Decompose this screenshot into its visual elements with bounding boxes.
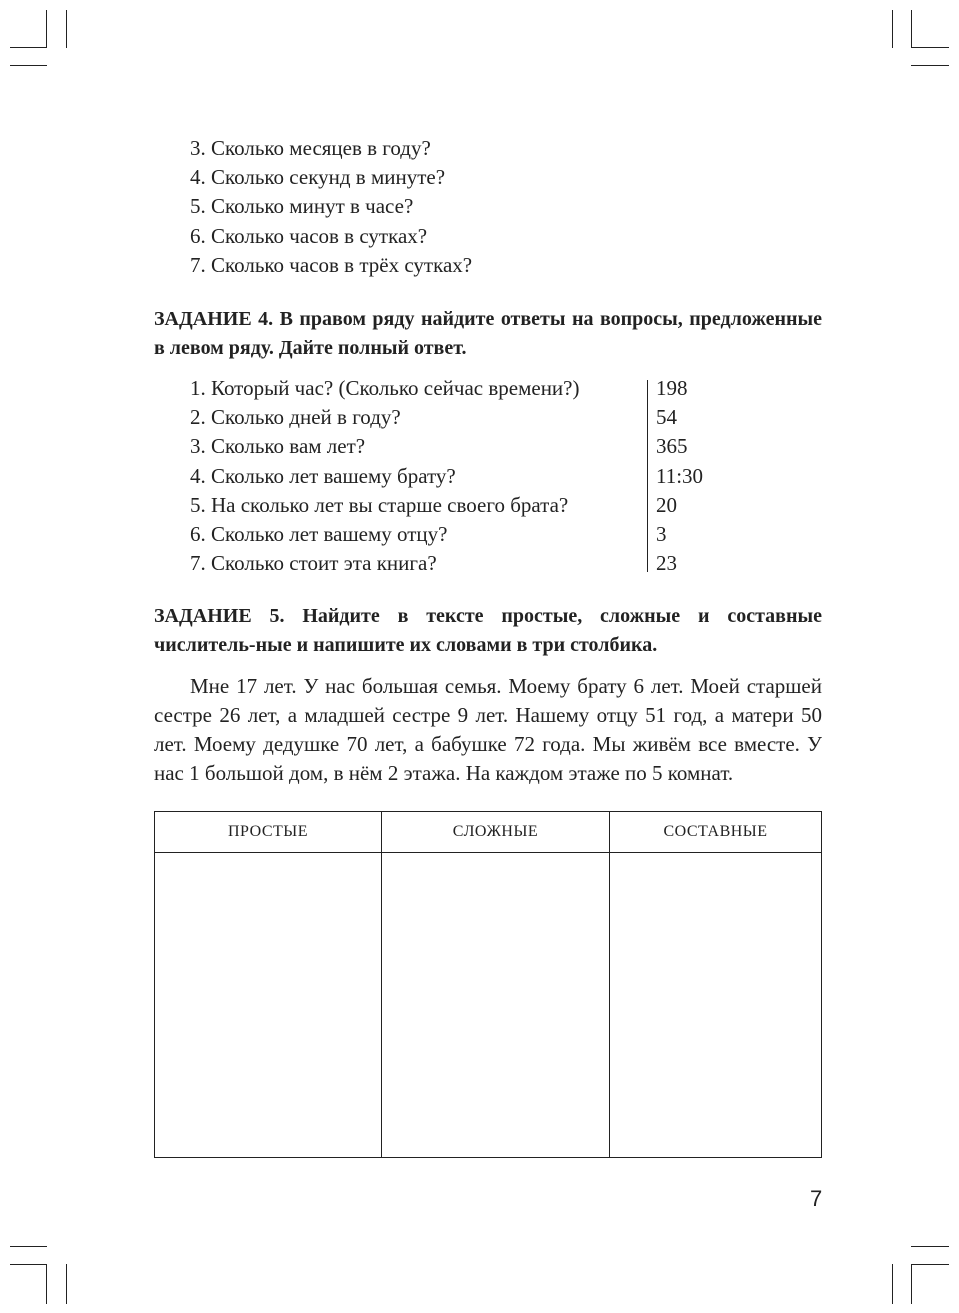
list-item: 6. Сколько часов в сутках? — [190, 223, 428, 248]
column-header-simple: ПРОСТЫЕ — [155, 812, 382, 853]
list-item: 3. Сколько месяцев в году? — [190, 136, 431, 160]
question: 2. Сколько дней в году? — [190, 405, 401, 430]
answer: 20 — [656, 492, 677, 517]
list-item: 7. Сколько часов в трёх сутках? — [190, 252, 473, 277]
question: 5. На сколько лет вы старше своего брата? — [190, 492, 569, 517]
question: 3. Сколько вам лет? — [190, 434, 366, 459]
question: 4. Сколько лет вашему брату? — [190, 463, 456, 488]
page-number: 7 — [810, 1186, 823, 1211]
question: 1. Который час? (Сколько сейчас времени?) — [190, 376, 580, 400]
task5-text: Мне 17 лет. У нас большая семья. Моему брату 6 лет. Моей старшей сестре 26 лет, а младшей сестре 9 лет. Нашему отцу 51 год, а матери 50 лет. Моему дедушке 70 лет, а бабушке 72 года. Мы живём все вместе. У нас 1 большой дом, в нём 2 этажа. На каждом этаже по 5 комнат. — [154, 674, 822, 785]
answer-table — [154, 811, 822, 1158]
task4-matching — [154, 374, 822, 578]
column-header-compound: СОСТАВНЫЕ — [610, 812, 822, 853]
task5-title: ЗАДАНИЕ 5. Найдите в тексте простые, сложные и составные числитель-ные и напишите их словами в три столбика. — [154, 605, 822, 656]
task4-title: ЗАДАНИЕ 4. В правом ряду найдите ответы на вопросы, предложенные в левом ряду. Дайте полный ответ. — [154, 308, 822, 359]
answer: 3 — [656, 521, 667, 546]
answer: 54 — [656, 405, 677, 430]
top-question-list — [154, 134, 822, 280]
list-item: 5. Сколько минут в часе? — [190, 194, 414, 219]
answer: 198 — [656, 376, 688, 400]
answer: 11:30 — [656, 463, 704, 488]
answer-cell-compound[interactable] — [610, 853, 822, 1158]
answer: 23 — [656, 551, 677, 576]
column-header-complex: СЛОЖНЫЕ — [382, 812, 610, 853]
question: 7. Сколько стоит эта книга? — [190, 551, 437, 576]
question: 6. Сколько лет вашему отцу? — [190, 521, 448, 546]
answer-cell-simple[interactable] — [155, 853, 382, 1158]
answer: 365 — [656, 434, 688, 459]
answer-cell-complex[interactable] — [382, 853, 610, 1158]
column-divider — [647, 380, 648, 572]
list-item: 4. Сколько секунд в минуте? — [190, 165, 446, 190]
